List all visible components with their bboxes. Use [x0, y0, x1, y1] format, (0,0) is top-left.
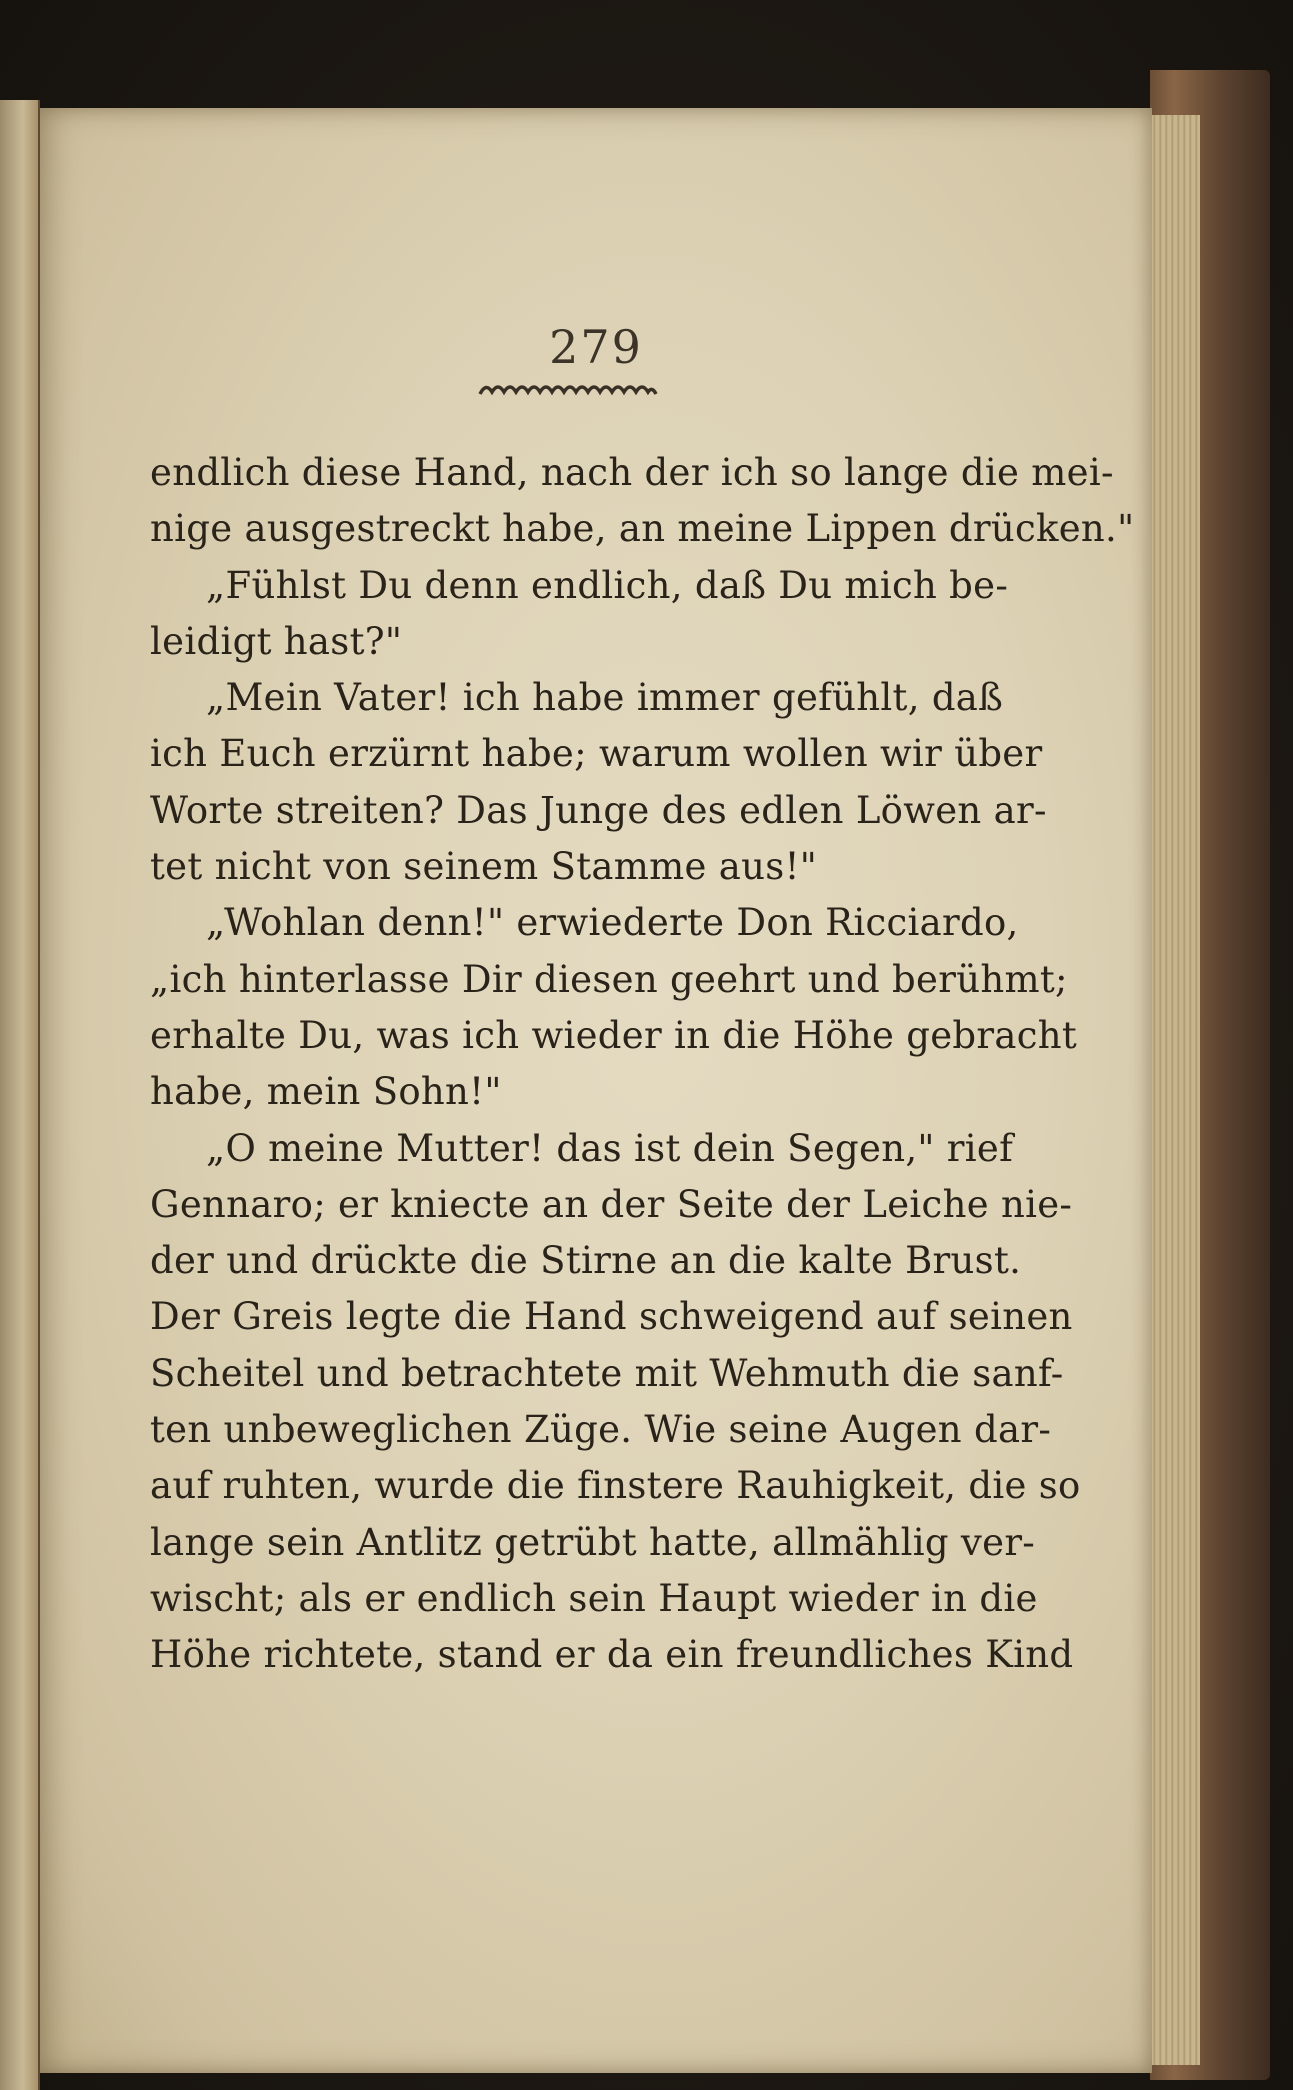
text-line: Scheitel und betrachtete mit Wehmuth die sanf-: [150, 1351, 1064, 1395]
text-line: habe, mein Sohn!": [150, 1070, 502, 1114]
text-line: Worte streiten? Das Junge des edlen Löwen ar-: [150, 788, 1047, 832]
text-line: endlich diese Hand, nach der ich so lange die mei-: [150, 451, 1114, 494]
text-line: leidigt hast?": [150, 619, 403, 663]
text-line: erhalte Du, was ich wieder in die Höhe gebracht: [150, 1013, 1078, 1057]
left-page-edge: [0, 100, 40, 2090]
text-line: „Fühlst Du denn endlich, daß Du mich be-: [206, 563, 1009, 607]
text-line: lange sein Antlitz getrübt hatte, allmählig ver-: [150, 1520, 1036, 1564]
text-line: Der Greis legte die Hand schweigend auf seinen: [150, 1295, 1073, 1339]
text-line: wischt; als er endlich sein Haupt wieder in die: [150, 1576, 1038, 1620]
text-line: Gennaro; er kniecte an der Seite der Leiche nie-: [150, 1182, 1073, 1226]
wave-ornament-icon: [478, 378, 658, 400]
page-stack-edge: [1150, 115, 1200, 2065]
text-line: „Mein Vater! ich habe immer gefühlt, daß: [206, 676, 1004, 720]
page-number: 279: [549, 320, 643, 374]
text-line: „Wohlan denn!" erwiederte Don Ricciardo,: [206, 901, 1019, 945]
text-line: der und drückte die Stirne an die kalte Brust.: [150, 1239, 1022, 1283]
text-line: ich Euch erzürnt habe; warum wollen wir über: [150, 732, 1043, 776]
text-line: auf ruhten, wurde die finstere Rauhigkeit, die so: [150, 1464, 1081, 1508]
text-line: „ich hinterlasse Dir diesen geehrt und berühmt;: [150, 957, 1068, 1001]
text-line: ten unbeweglichen Züge. Wie seine Augen dar-: [150, 1408, 1052, 1452]
book-page: [40, 108, 1152, 2073]
text-line: nige ausgestreckt habe, an meine Lippen drücken.": [150, 507, 1135, 551]
body-text: [150, 445, 1135, 1684]
text-line: Höhe richtete, stand er da ein freundliches Kind: [150, 1633, 1074, 1677]
text-line: tet nicht von seinem Stamme aus!": [150, 845, 818, 889]
text-line: „O meine Mutter! das ist dein Segen," rief: [206, 1126, 1014, 1170]
